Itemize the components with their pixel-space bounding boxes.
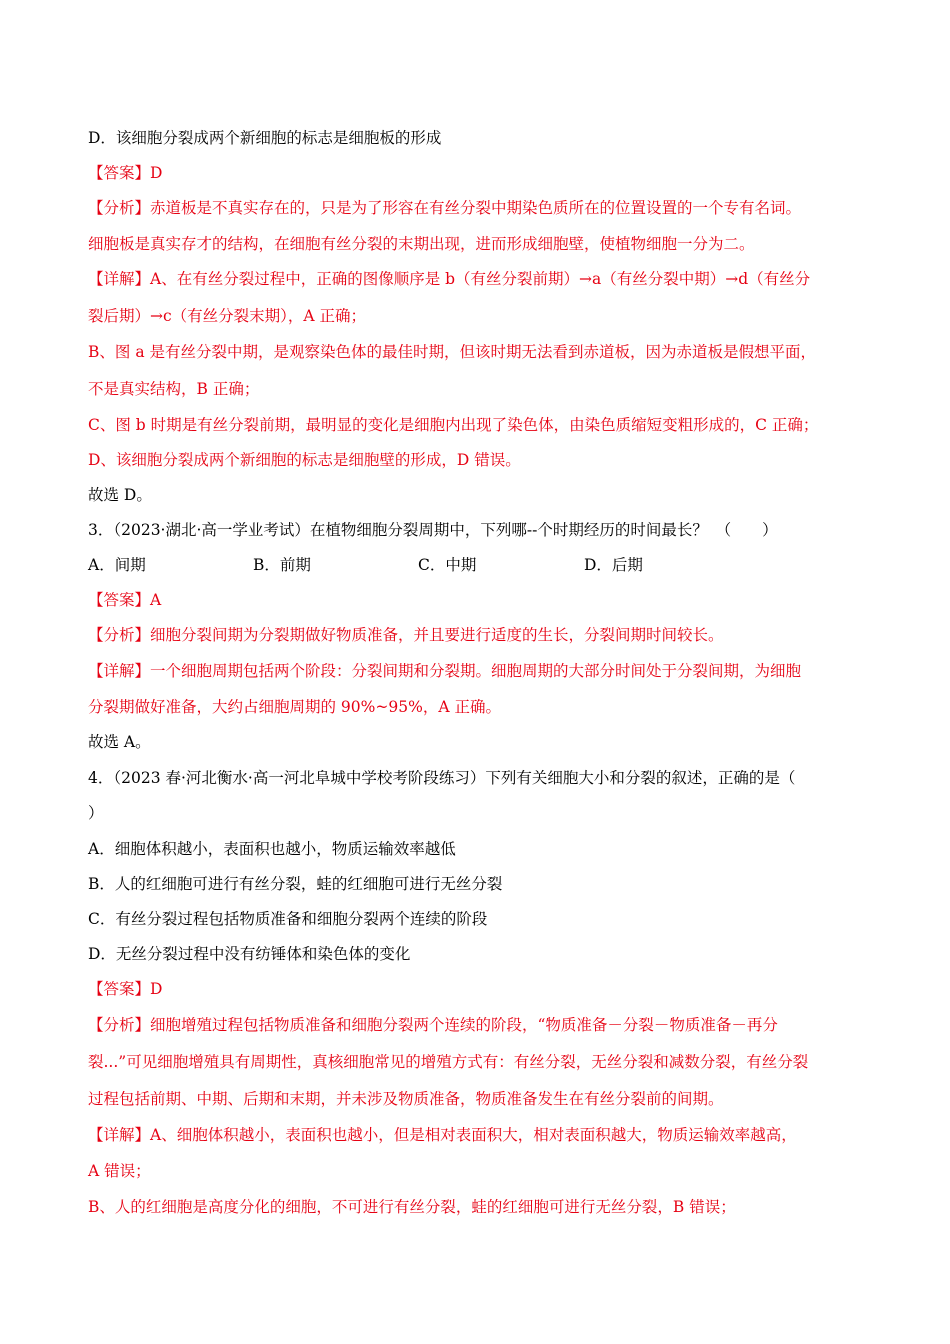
analysis-line: 过程包括前期、中期、后期和末期，并未涉及物质准备，物质准备发生在有丝分裂前的间期。 <box>88 1090 724 1108</box>
conclusion-line: 故选 D。 <box>88 486 152 504</box>
option-d-text: D．该细胞分裂成两个新细胞的标志是细胞板的形成 <box>88 129 442 147</box>
explanation-line: 【详解】A、细胞体积越小，表面积也越小，但是相对表面积大，相对表面积越大，物质运输效率越高， <box>88 1126 797 1144</box>
explanation-line: B、人的红细胞是高度分化的细胞，不可进行有丝分裂，蛙的红细胞可进行无丝分裂，B 错误； <box>88 1198 736 1216</box>
analysis-line: 【分析】细胞分裂间期为分裂期做好物质准备，并且要进行适度的生长，分裂间期时间较长。 <box>88 626 724 644</box>
explanation-line: D、该细胞分裂成两个新细胞的标志是细胞壁的形成，D 错误。 <box>88 451 521 469</box>
option-d: D．后期 <box>584 556 643 574</box>
question-4-stem-cont: ） <box>88 804 104 822</box>
conclusion-line: 故选 A。 <box>88 733 151 751</box>
answer-line: 【答案】D <box>88 164 163 182</box>
explanation-line: 【详解】A、在有丝分裂过程中，正确的图像顺序是 b（有丝分裂前期）→a（有丝分裂中期）→d（有丝分 <box>88 270 811 288</box>
analysis-line: 裂...”可见细胞增殖具有周期性，真核细胞常见的增殖方式有：有丝分裂，无丝分裂和减数分裂，有丝分裂 <box>88 1053 809 1071</box>
question-3-stem: 3．（2023·湖北·高一学业考试）在植物细胞分裂周期中，下列哪--个时期经历的时间最长？ （ ） <box>88 521 778 539</box>
analysis-line: 细胞板是真实存才的结构，在细胞有丝分裂的末期出现，进而形成细胞壁，使植物细胞一分为二。 <box>88 235 755 253</box>
explanation-line: C、图 b 时期是有丝分裂前期，最明显的变化是细胞内出现了染色体，由染色质缩短变粗形成的，C 正确； <box>88 416 819 434</box>
analysis-line: 【分析】赤道板是不真实存在的，只是为了形容在有丝分裂中期染色质所在的位置设置的一个专有名词。 <box>88 199 802 217</box>
answer-line: 【答案】A <box>88 591 162 609</box>
option-a: A．间期 <box>88 556 146 574</box>
explanation-line: A 错误； <box>88 1162 151 1180</box>
option-c: C．中期 <box>418 556 477 574</box>
explanation-line: 裂后期）→c（有丝分裂末期），A 正确； <box>88 307 367 325</box>
explanation-line: 【详解】一个细胞周期包括两个阶段：分裂间期和分裂期。细胞周期的大部分时间处于分裂间期，为细胞 <box>88 662 802 680</box>
analysis-line: 【分析】细胞增殖过程包括物质准备和细胞分裂两个连续的阶段，“物质准备－分裂－物质准备－再分 <box>88 1016 778 1034</box>
option-c: C．有丝分裂过程包括物质准备和细胞分裂两个连续的阶段 <box>88 910 488 928</box>
answer-line: 【答案】D <box>88 980 163 998</box>
option-b: B．人的红细胞可进行有丝分裂，蛙的红细胞可进行无丝分裂 <box>88 875 503 893</box>
question-4-stem: 4．（2023 春·河北衡水·高一河北阜城中学校考阶段练习）下列有关细胞大小和分裂的叙述，正确的是（ <box>88 769 796 787</box>
option-b: B．前期 <box>253 556 311 574</box>
explanation-line: 分裂期做好准备，大约占细胞周期的 90%~95%，A 正确。 <box>88 698 501 716</box>
option-d: D．无丝分裂过程中没有纺锤体和染色体的变化 <box>88 945 411 963</box>
option-a: A．细胞体积越小，表面积也越小，物质运输效率越低 <box>88 840 456 858</box>
explanation-line: B、图 a 是有丝分裂中期，是观察染色体的最佳时期，但该时期无法看到赤道板，因为赤道板是假想平面， <box>88 343 816 361</box>
explanation-line: 不是真实结构，B 正确； <box>88 380 260 398</box>
